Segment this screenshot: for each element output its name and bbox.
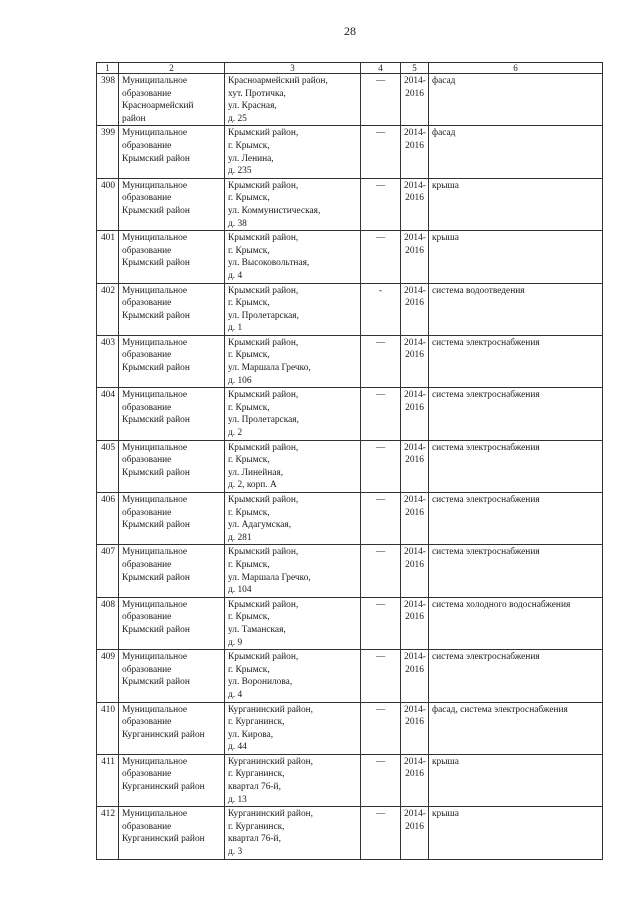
works-cell: крыша: [429, 178, 603, 230]
period-line: 2014-: [404, 704, 426, 715]
works-cell: крыша: [429, 807, 603, 859]
address-line: д. 38: [228, 218, 247, 229]
period-line: 2016: [405, 664, 424, 675]
row-number: 403: [97, 335, 119, 387]
table-row: [97, 74, 603, 126]
period-line: 2014-: [404, 599, 426, 610]
address-line: г. Крымск,: [228, 402, 270, 413]
owner-cell: [119, 650, 225, 702]
column-4-cell: —: [361, 807, 401, 859]
owner-cell: [119, 74, 225, 126]
address-line: ул. Красная,: [228, 101, 277, 112]
owner-line: Красноармейский: [122, 101, 194, 112]
address-line: Крымский район,: [228, 128, 299, 139]
column-number-2: 2: [119, 63, 225, 74]
address-cell: [225, 388, 361, 440]
period-line: 2016: [405, 455, 424, 466]
works-cell: система электроснабжения: [429, 388, 603, 440]
table-row: [97, 335, 603, 387]
period-line: 2014-: [404, 76, 426, 86]
period-line: 2014-: [404, 442, 426, 453]
owner-line: Муниципальное: [122, 337, 188, 348]
address-cell: [225, 440, 361, 492]
column-4-cell: —: [361, 545, 401, 597]
period-cell: [401, 493, 429, 545]
column-number-4: 4: [361, 63, 401, 74]
period-line: 2016: [405, 821, 424, 832]
works-cell: система электроснабжения: [429, 493, 603, 545]
address-line: ул. Ленина,: [228, 153, 274, 164]
period-cell: [401, 335, 429, 387]
works-cell: фасад: [429, 74, 603, 126]
period-line: 2016: [405, 350, 424, 361]
column-number-5: 5: [401, 63, 429, 74]
owner-line: Муниципальное: [122, 285, 188, 296]
address-line: д. 235: [228, 166, 252, 177]
period-line: 2014-: [404, 390, 426, 401]
owner-line: Муниципальное: [122, 76, 188, 86]
owner-line: Крымский район: [122, 677, 190, 688]
period-line: 2016: [405, 717, 424, 728]
address-line: д. 281: [228, 532, 252, 543]
period-line: 2014-: [404, 547, 426, 558]
owner-line: Крымский район: [122, 205, 190, 216]
owner-line: Муниципальное: [122, 233, 188, 244]
owner-line: Муниципальное: [122, 652, 188, 663]
owner-cell: [119, 702, 225, 754]
owner-line: Муниципальное: [122, 128, 188, 139]
owner-line: образование: [122, 298, 172, 309]
column-4-cell: —: [361, 493, 401, 545]
owner-line: Крымский район: [122, 363, 190, 374]
owner-line: образование: [122, 455, 172, 466]
address-line: ул. Маршала Гречко,: [228, 363, 311, 374]
column-4-cell: —: [361, 754, 401, 806]
address-line: д. 9: [228, 637, 243, 648]
table-row: [97, 702, 603, 754]
address-cell: [225, 754, 361, 806]
row-number: 404: [97, 388, 119, 440]
address-line: г. Крымск,: [228, 298, 270, 309]
table-row: [97, 493, 603, 545]
address-line: Крымский район,: [228, 180, 299, 191]
row-number: 399: [97, 126, 119, 178]
address-line: д. 1: [228, 323, 243, 334]
column-4-cell: —: [361, 597, 401, 649]
address-line: квартал 76-й,: [228, 834, 281, 845]
period-cell: [401, 597, 429, 649]
address-cell: [225, 597, 361, 649]
table-row: [97, 807, 603, 859]
works-cell: крыша: [429, 231, 603, 283]
period-cell: [401, 702, 429, 754]
period-line: 2014-: [404, 495, 426, 505]
owner-cell: [119, 178, 225, 230]
owner-line: образование: [122, 507, 172, 518]
works-cell: система водоотведения: [429, 283, 603, 335]
address-line: д. 104: [228, 585, 252, 596]
owner-line: Крымский район: [122, 624, 190, 635]
period-line: 2014-: [404, 337, 426, 348]
address-line: Красноармейский район,: [228, 76, 328, 86]
row-number: 407: [97, 545, 119, 597]
table-row: [97, 545, 603, 597]
address-line: хут. Протичка,: [228, 88, 286, 99]
owner-line: образование: [122, 140, 172, 151]
table-row: [97, 440, 603, 492]
address-line: г. Крымск,: [228, 350, 270, 361]
address-line: д. 4: [228, 689, 243, 700]
row-number: 411: [97, 754, 119, 806]
address-line: г. Крымск,: [228, 455, 270, 466]
address-cell: [225, 231, 361, 283]
address-line: д. 25: [228, 113, 247, 124]
owner-line: Крымский район: [122, 467, 190, 478]
column-4-cell: —: [361, 335, 401, 387]
works-cell: крыша: [429, 754, 603, 806]
period-line: 2014-: [404, 809, 426, 820]
owner-line: образование: [122, 769, 172, 780]
owner-cell: [119, 335, 225, 387]
period-line: 2014-: [404, 285, 426, 296]
address-line: д. 2: [228, 428, 243, 439]
works-cell: система холодного водоснабжения: [429, 597, 603, 649]
address-line: Курганинский район,: [228, 756, 313, 767]
owner-line: Муниципальное: [122, 390, 188, 401]
row-number: 409: [97, 650, 119, 702]
owner-line: Крымский район: [122, 310, 190, 321]
table-row: [97, 388, 603, 440]
row-number: 408: [97, 597, 119, 649]
address-line: ул. Маршала Гречко,: [228, 572, 311, 583]
period-line: 2016: [405, 245, 424, 256]
owner-line: Крымский район: [122, 520, 190, 531]
address-line: Крымский район,: [228, 233, 299, 244]
row-number: 412: [97, 807, 119, 859]
address-line: г. Крымск,: [228, 245, 270, 256]
owner-cell: [119, 231, 225, 283]
owner-cell: [119, 493, 225, 545]
address-line: ул. Высоковольтная,: [228, 258, 310, 269]
owner-line: Крымский район: [122, 415, 190, 426]
owner-line: образование: [122, 612, 172, 623]
address-line: д. 13: [228, 794, 247, 805]
register-body: [97, 63, 603, 860]
period-cell: [401, 283, 429, 335]
row-number: 405: [97, 440, 119, 492]
address-line: Крымский район,: [228, 547, 299, 558]
owner-cell: [119, 597, 225, 649]
column-4-cell: —: [361, 74, 401, 126]
address-line: г. Курганинск,: [228, 717, 285, 728]
address-cell: [225, 178, 361, 230]
works-cell: фасад, система электроснабжения: [429, 702, 603, 754]
address-line: д. 44: [228, 742, 247, 753]
period-cell: [401, 545, 429, 597]
period-line: 2014-: [404, 652, 426, 663]
works-cell: система электроснабжения: [429, 545, 603, 597]
owner-cell: [119, 807, 225, 859]
owner-line: Муниципальное: [122, 495, 188, 505]
owner-line: Муниципальное: [122, 180, 188, 191]
address-line: Курганинский район,: [228, 809, 313, 820]
address-line: г. Крымск,: [228, 612, 270, 623]
address-line: квартал 76-й,: [228, 782, 281, 793]
owner-line: образование: [122, 821, 172, 832]
address-line: г. Крымск,: [228, 140, 270, 151]
owner-cell: [119, 440, 225, 492]
period-line: 2016: [405, 559, 424, 570]
period-cell: [401, 440, 429, 492]
period-line: 2016: [405, 88, 424, 99]
column-4-cell: —: [361, 650, 401, 702]
period-line: 2016: [405, 769, 424, 780]
table-row: [97, 231, 603, 283]
owner-line: Курганинский район: [122, 782, 205, 793]
period-line: 2016: [405, 402, 424, 413]
period-cell: [401, 807, 429, 859]
column-4-cell: —: [361, 440, 401, 492]
period-cell: [401, 754, 429, 806]
period-line: 2016: [405, 140, 424, 151]
works-cell: система электроснабжения: [429, 650, 603, 702]
address-line: Курганинский район,: [228, 704, 313, 715]
address-line: Крымский район,: [228, 652, 299, 663]
owner-line: Крымский район: [122, 258, 190, 269]
period-cell: [401, 178, 429, 230]
row-number: 400: [97, 178, 119, 230]
address-line: ул. Пролетарская,: [228, 415, 299, 426]
period-line: 2016: [405, 507, 424, 518]
owner-cell: [119, 126, 225, 178]
column-4-cell: —: [361, 231, 401, 283]
address-cell: [225, 545, 361, 597]
table-row: [97, 178, 603, 230]
owner-line: образование: [122, 559, 172, 570]
address-line: Крымский район,: [228, 337, 299, 348]
column-4-cell: —: [361, 178, 401, 230]
address-line: д. 106: [228, 375, 252, 386]
column-number-1: 1: [97, 63, 119, 74]
address-line: г. Крымск,: [228, 664, 270, 675]
period-line: 2016: [405, 612, 424, 623]
address-cell: [225, 702, 361, 754]
address-line: г. Курганинск,: [228, 769, 285, 780]
page-number: 28: [344, 24, 356, 38]
address-line: г. Крымск,: [228, 559, 270, 570]
row-number: 406: [97, 493, 119, 545]
column-4-cell: —: [361, 388, 401, 440]
address-cell: [225, 126, 361, 178]
table-row: [97, 597, 603, 649]
table-row: [97, 754, 603, 806]
owner-line: Муниципальное: [122, 599, 188, 610]
owner-line: Курганинский район: [122, 834, 205, 845]
address-cell: [225, 283, 361, 335]
period-cell: [401, 650, 429, 702]
period-line: 2014-: [404, 128, 426, 139]
table-row: [97, 126, 603, 178]
address-line: Крымский район,: [228, 442, 299, 453]
period-cell: [401, 126, 429, 178]
address-line: д. 3: [228, 847, 243, 858]
owner-line: образование: [122, 717, 172, 728]
owner-line: Курганинский район: [122, 729, 205, 740]
row-number: 410: [97, 702, 119, 754]
owner-line: Крымский район: [122, 153, 190, 164]
owner-line: Муниципальное: [122, 442, 188, 453]
address-line: г. Курганинск,: [228, 821, 285, 832]
row-number: 401: [97, 231, 119, 283]
period-line: 2016: [405, 193, 424, 204]
period-cell: [401, 388, 429, 440]
row-number: 398: [97, 74, 119, 126]
address-line: ул. Адагумская,: [228, 520, 292, 531]
address-cell: [225, 74, 361, 126]
address-line: ул. Пролетарская,: [228, 310, 299, 321]
owner-cell: [119, 754, 225, 806]
address-cell: [225, 335, 361, 387]
owner-line: образование: [122, 245, 172, 256]
address-line: д. 4: [228, 270, 243, 281]
works-cell: система электроснабжения: [429, 440, 603, 492]
owner-cell: [119, 388, 225, 440]
address-cell: [225, 493, 361, 545]
address-line: г. Крымск,: [228, 193, 270, 204]
column-4-cell: —: [361, 702, 401, 754]
column-number-6: 6: [429, 63, 603, 74]
address-line: Крымский район,: [228, 285, 299, 296]
address-line: ул. Кирова,: [228, 729, 274, 740]
period-cell: [401, 231, 429, 283]
address-line: Крымский район,: [228, 599, 299, 610]
address-cell: [225, 650, 361, 702]
owner-line: район: [122, 113, 146, 124]
owner-line: Муниципальное: [122, 756, 188, 767]
column-4-cell: —: [361, 126, 401, 178]
column-4-cell: -: [361, 283, 401, 335]
works-cell: система электроснабжения: [429, 335, 603, 387]
address-line: ул. Линейная,: [228, 467, 284, 478]
owner-line: Муниципальное: [122, 809, 188, 820]
owner-line: образование: [122, 193, 172, 204]
row-number: 402: [97, 283, 119, 335]
owner-line: образование: [122, 350, 172, 361]
period-line: 2014-: [404, 180, 426, 191]
owner-line: образование: [122, 664, 172, 675]
address-line: Крымский район,: [228, 390, 299, 401]
register-table: [96, 62, 603, 860]
address-line: Крымский район,: [228, 495, 299, 505]
owner-cell: [119, 283, 225, 335]
period-line: 2016: [405, 298, 424, 309]
table-row: [97, 650, 603, 702]
works-cell: фасад: [429, 126, 603, 178]
period-line: 2014-: [404, 233, 426, 244]
period-cell: [401, 74, 429, 126]
column-number-row: [97, 63, 603, 74]
address-line: ул. Таманская,: [228, 624, 286, 635]
owner-line: Муниципальное: [122, 704, 188, 715]
owner-line: образование: [122, 402, 172, 413]
address-line: г. Крымск,: [228, 507, 270, 518]
owner-line: Муниципальное: [122, 547, 188, 558]
address-line: ул. Коммунистическая,: [228, 205, 321, 216]
period-line: 2014-: [404, 756, 426, 767]
address-line: ул. Воронилова,: [228, 677, 293, 688]
address-cell: [225, 807, 361, 859]
column-number-3: 3: [225, 63, 361, 74]
address-line: д. 2, корп. А: [228, 480, 277, 491]
owner-line: Крымский район: [122, 572, 190, 583]
owner-cell: [119, 545, 225, 597]
table-row: [97, 283, 603, 335]
owner-line: образование: [122, 88, 172, 99]
